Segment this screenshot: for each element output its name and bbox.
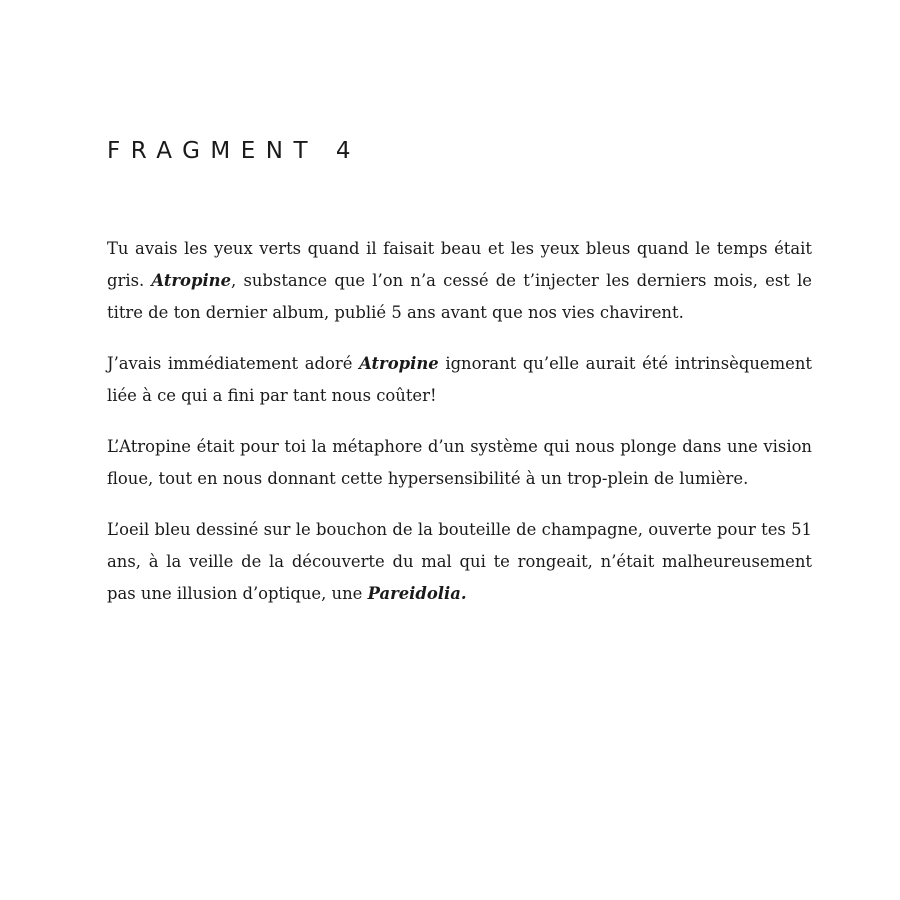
album-title-atropine: Atropine (151, 271, 232, 290)
paragraph-text: ignorant qu’elle aurait été intrinsèquement liée à ce qui a fini par tant nous coûter! (107, 354, 812, 405)
paragraph-text: J’avais immédiatement adoré (107, 354, 360, 373)
paragraph-text: L’Atropine était pour toi la métaphore d’un système qui nous plonge dans une vision floue, tout en nous donnant cette hypersensibilité à un trop-plein de lumière. (107, 437, 812, 488)
emphasis-pareidolia: Pareidolia. (367, 584, 467, 603)
paragraph-text: Tu avais les yeux verts quand il faisait beau et les yeux bleus quand le temps était gris. (107, 239, 812, 290)
paragraph-3 (107, 431, 812, 495)
paragraph-text: L’oeil bleu dessiné sur le bouchon de la bouteille de champagne, ouverte pour tes 51 ans, à la veille de la découverte du mal qui te rongeait, n’était malheureusement pas une illusion d’optique, une (107, 520, 812, 603)
fragment-heading: FRAGMENT 4 (107, 138, 362, 164)
paragraph-4 (107, 514, 812, 610)
album-title-atropine: Atropine (359, 354, 439, 373)
fragment-body (107, 233, 812, 629)
paragraph-text: , substance que l’on n’a cessé de t’injecter les derniers mois, est le titre de ton dernier album, publié 5 ans avant que nos vies chavirent. (107, 271, 813, 322)
paragraph-1 (107, 233, 812, 329)
paragraph-2 (107, 348, 812, 412)
